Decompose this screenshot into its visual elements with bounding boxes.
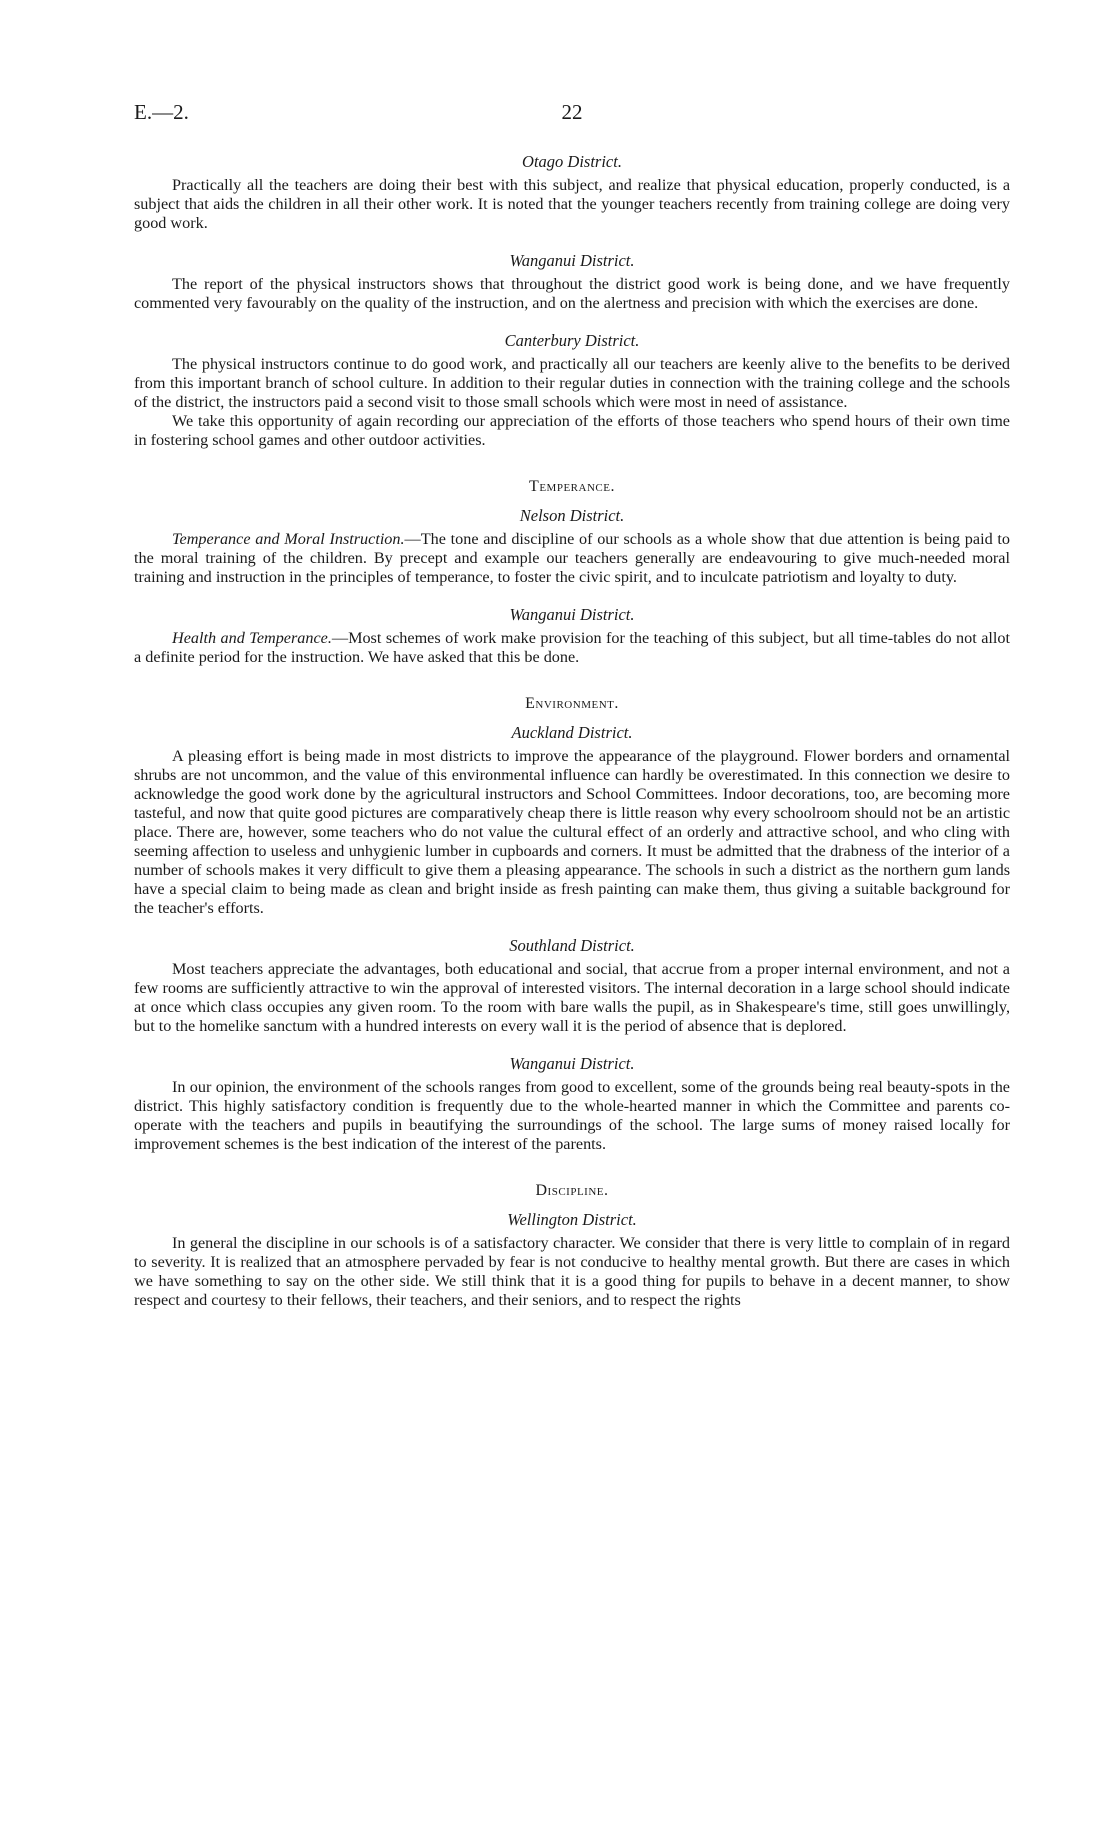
section-heading-discipline: Discipline. <box>535 1182 609 1199</box>
paragraph-lead-in: Health and Temperance. <box>172 629 332 647</box>
paragraph-auckland-environment: A pleasing effort is being made in most districts to improve the appearance of the playground. Flower borders and ornamental shrubs are not uncommon, and the value of this environmental influence can hardly be overestimated. In this connection we desire to acknowledge the good work done by the agricultural instructors and School Committees. Indoor decorations, too, are becoming more tasteful, and now that quite good pictures are comparatively cheap there is little reason why every schoolroom should not be an artistic place. There are, however, some teachers who do not value the cultural effect of an orderly and attractive school, and who cling with seeming affection to useless and unhygienic lumber in cupboards and corners. It must be admitted that the drabness of the interior of a number of schools makes it very difficult to give them a pleasing appearance. The schools in such a district as the northern gum lands have a special claim to being made as clean and bright inside as fresh painting can make them, thus giving a suitable background for the teacher's efforts. <box>134 747 1010 917</box>
district-heading-canterbury: Canterbury District. <box>504 331 640 350</box>
document-reference: E.—2. <box>134 100 189 124</box>
paragraph-body: —The tone and discipline of our schools as a whole show that due attention is being paid to the moral training of the children. By precept and example our teachers generally are endeavouring to give much-needed moral training and instruction in the principles of temperance, to foster the civic spirit, and to inculcate patriotism and loyalty to duty. <box>134 530 1010 586</box>
district-heading-otago: Otago District. <box>522 152 622 171</box>
paragraph-canterbury-physical-2: We take this opportunity of again recording our appreciation of the efforts of those teachers who spend hours of their own time in fostering school games and other outdoor activities. <box>134 412 1010 449</box>
paragraph-southland-environment: Most teachers appreciate the advantages, both educational and social, that accrue from a proper internal environment, and not a few rooms are sufficiently attractive to win the approval of interested visitors. The internal decoration in a large school should indicate at once which class occupies any given room. To the room with bare walls the pupil, as in Shakespeare's time, still goes unwillingly, but to the homelike sanctum with a hundred interests on every wall it is the period of absence that is deplored. <box>134 960 1010 1035</box>
district-heading-southland: Southland District. <box>509 936 635 955</box>
page-number: 22 <box>561 100 583 124</box>
paragraph-wanganui-temperance <box>134 629 1010 667</box>
district-heading-auckland: Auckland District. <box>511 723 633 742</box>
paragraph-wanganui-environment: In our opinion, the environment of the schools ranges from good to excellent, some of the grounds being real beauty-spots in the district. This highly satisfactory condition is frequently due to the whole-hearted manner in which the Committee and parents co-operate with the teachers and pupils in beautifying the surroundings of the school. The large sums of money raised locally for improvement schemes is the best indication of the interest of the parents. <box>134 1078 1010 1153</box>
paragraph-otago-physical: Practically all the teachers are doing their best with this subject, and realize that physical education, properly conducted, is a subject that aids the children in all their other work. It is noted that the younger teachers recently from training college are doing very good work. <box>134 176 1010 232</box>
paragraph-wellington-discipline: In general the discipline in our schools is of a satisfactory character. We consider that there is very little to complain of in regard to severity. It is realized that an atmosphere pervaded by fear is not conducive to healthy mental growth. But there are cases in which we have something to say on the other side. We still think that it is a good thing for pupils to behave in a decent manner, to show respect and courtesy to their fellows, their teachers, and their seniors, and to respect the rights <box>134 1234 1010 1309</box>
paragraph-canterbury-physical-1: The physical instructors continue to do good work, and practically all our teachers are keenly alive to the benefits to be derived from this important branch of school culture. In addition to their regular duties in connection with the training college and the schools of the district, the instructors paid a second visit to those small schools which were most in need of assistance. <box>134 355 1010 411</box>
section-heading-environment: Environment. <box>525 695 619 712</box>
district-heading-wellington: Wellington District. <box>507 1210 637 1229</box>
document-page <box>134 100 1010 1310</box>
paragraph-nelson-temperance <box>134 530 1010 587</box>
district-heading-wanganui-physical: Wanganui District. <box>509 251 635 270</box>
paragraph-lead-in: Temperance and Moral Instruction. <box>172 530 405 548</box>
district-heading-nelson: Nelson District. <box>519 506 625 525</box>
paragraph-body: —Most schemes of work make provision for the teaching of this subject, but all time-tables do not allot a definite period for the instruction. We have asked that this be done. <box>134 629 1010 666</box>
section-heading-temperance: Temperance. <box>529 478 615 495</box>
paragraph-wanganui-physical: The report of the physical instructors shows that throughout the district good work is being done, and we have frequently commented very favourably on the quality of the instruction, and on the alertness and precision with which the exercises are done. <box>134 275 1010 312</box>
district-heading-wanganui-temperance: Wanganui District. <box>509 605 635 624</box>
running-head <box>134 100 1010 130</box>
district-heading-wanganui-environment: Wanganui District. <box>509 1054 635 1073</box>
